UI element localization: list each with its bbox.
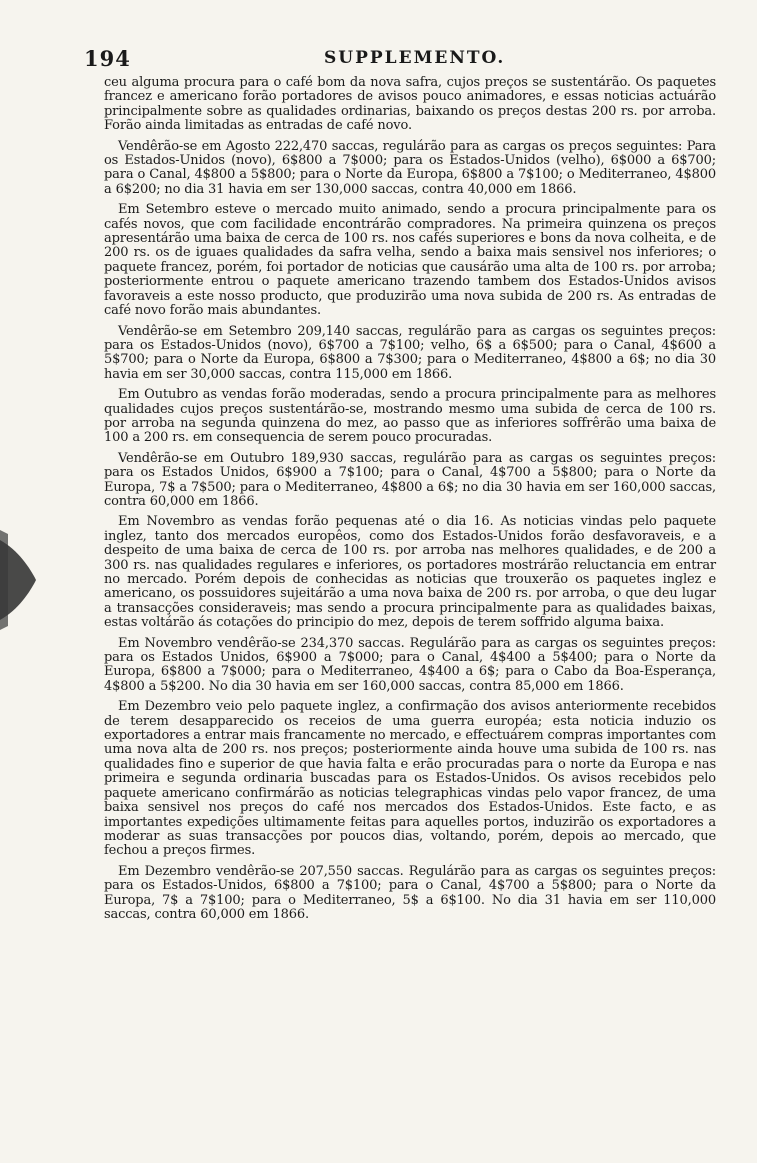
paragraph: Vendêrão-se em Setembro 209,140 saccas, regulárão para as cargas os seguintes preços: para os Estados-Unidos (novo), 6$700 a 7$100; velho, 6$ a 6$500; para o Canal, 4$600 a 5$700; para o Norte da Europa, 6$800 a 7$300; para o Mediterraneo, 4$800 a 6$; no dia 30 havia em ser 30,000 saccas, contra 115,000 em 1866. <box>104 323 716 382</box>
article-body <box>104 76 716 928</box>
paragraph: Vendêrão-se em Agosto 222,470 saccas, regulárão para as cargas os preços seguintes: Para os Estados-Unidos (novo), 6$800 a 7$000; para os Estados-Unidos (velho), 6$000 a 6$700; para o Canal, 4$800 a 5$800; para o Norte da Europa, 6$800 a 7$100; o Mediterraneo, 4$800 a 6$200; no dia 31 havia em ser 130,000 saccas, contra 40,000 em 1866. <box>104 138 716 197</box>
paragraph: Em Dezembro veio pelo paquete inglez, a confirmação dos avisos anteriormente recebidos de terem desapparecido os receios de uma guerra européa; esta noticia induzio os exportadores a entrar mais francamente no mercado, e effectuárem compras importantes com uma nova alta de 200 rs. nos preços; posteriormente ainda houve uma subida de 100 rs. nas qualidades fino e superior de que havia falta e erão procuradas para o norte da Europa e nas primeira e segunda ordinaria buscadas para os Estados-Unidos. Os avisos recebidos pelo paquete americano confirmárão as noticias telegraphicas vindas pelo vapor francez, de uma baixa sensivel nos preços do café nos mercados dos Estados-Unidos. Este facto, e as importantes expedições ultimamente feitas para aquelles portos, induzirão os exportadores a moderar as suas transacções por poucos dias, voltando, porém, depois ao mercado, que fechou a preços firmes. <box>104 699 716 859</box>
running-title: SUPPLEMENTO. <box>324 48 506 68</box>
paragraph: Em Dezembro vendêrão-se 207,550 saccas. Regulárão para as cargas os seguintes preços: para os Estados-Unidos, 6$800 a 7$100; para o Canal, 4$700 a 5$800; para o Norte da Europa, 7$ a 7$100; para o Mediterraneo, 5$ a 6$100. No dia 31 havia em ser 110,000 saccas, contra 60,000 em 1866. <box>104 863 716 922</box>
paragraph: Em Outubro as vendas forão moderadas, sendo a procura principalmente para as melhores qualidades cujos preços sustentárão-se, mostrando mesmo uma subida de cerca de 100 rs. por arroba na segunda quinzena do mez, ao passo que as inferiores soffrêrão uma baixa de 100 a 200 rs. em consequencia de serem pouco procuradas. <box>104 387 716 446</box>
binding-shadow <box>0 520 40 640</box>
paragraph: Em Novembro vendêrão-se 234,370 saccas. Regulárão para as cargas os seguintes preços: para os Estados Unidos, 6$900 a 7$000; para o Canal, 4$400 a 5$400; para o Norte da Europa, 6$800 a 7$000; para o Mediterraneo, 4$400 a 6$; para o Cabo da Boa-Esperança, 4$800 a 5$200. No dia 30 havia em ser 160,000 saccas, contra 85,000 em 1866. <box>104 635 716 694</box>
page-header <box>84 44 716 74</box>
paragraph: ceu alguma procura para o café bom da nova safra, cujos preços se sustentárão. Os paquetes francez e americano forão portadores de avisos pouco animadores, e essas noticias actuárão principalmente sobre as qualidades ordinarias, baixando os preços destas 200 rs. por arroba. Forão ainda limitadas as entradas de café novo. <box>104 75 716 134</box>
paragraph: Em Novembro as vendas forão pequenas até o dia 16. As noticias vindas pelo paquete inglez, tanto dos mercados europêos, como dos Estados-Unidos forão desfavoraveis, e a despeito de uma baixa de cerca de 100 rs. por arroba nas melhores qualidades, e de 200 a 300 rs. nas qualidades regulares e inferiores, os portadores mostrárão reluctancia em entrar no mercado. Porém depois de conhecidas as noticias que trouxerão os paquetes inglez e americano, os possuidores sujeitárão a uma nova baixa de 200 rs. por arroba, o que deu lugar a transacções consideraveis; mas sendo a procura principalmente para as qualidades baixas, estas voltárão ás cotações do principio do mez, depois de terem soffrido alguma baixa. <box>104 514 716 631</box>
paragraph: Vendêrão-se em Outubro 189,930 saccas, regulárão para as cargas os seguintes preços: para os Estados Unidos, 6$900 a 7$100; para o Canal, 4$700 a 5$800; para o Norte da Europa, 7$ a 7$500; para o Mediterraneo, 4$800 a 6$; no dia 30 havia em ser 160,000 saccas, contra 60,000 em 1866. <box>104 450 716 509</box>
paragraph: Em Setembro esteve o mercado muito animado, sendo a procura principalmente para os cafés novos, que com facilidade encontrárão compradores. Na primeira quinzena os preços apresentárão uma baixa de cerca de 100 rs. nos cafés superiores e bons da nova colheita, e de 200 rs. os de iguaes qualidades da safra velha, sendo a baixa mais sensivel nos inferiores; o paquete francez, porém, foi portador de noticias que causárão uma alta de 100 rs. por arroba; posteriormente entrou o paquete americano trazendo tambem dos Estados-Unidos avisos favoraveis a este nosso producto, que produzirão uma nova subida de 200 rs. As entradas de café novo forão mais abundantes. <box>104 202 716 319</box>
page-number: 194 <box>84 46 131 71</box>
